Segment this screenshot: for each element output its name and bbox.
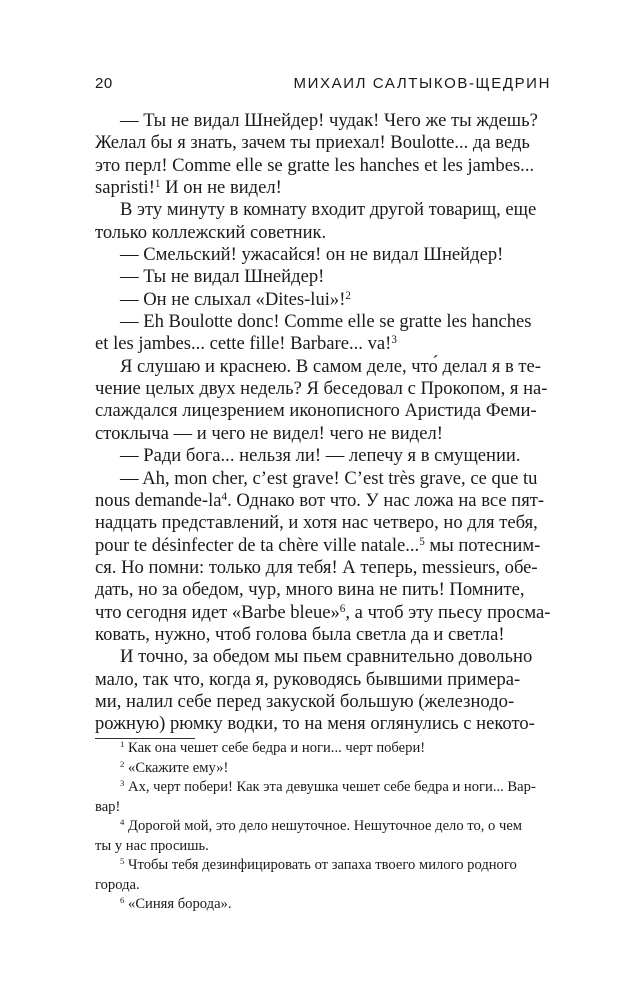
footnote-number: 5 bbox=[120, 856, 125, 867]
text-line bbox=[95, 400, 553, 422]
text-line-content: Я слушаю и краснею. В самом деле, что́ делал я в те- bbox=[120, 355, 541, 377]
text-line-tail: мы потесним- bbox=[424, 534, 541, 556]
text-line bbox=[95, 490, 553, 512]
footnote-line bbox=[95, 876, 553, 896]
footnote-ref: 2 bbox=[345, 289, 351, 302]
main-text bbox=[95, 110, 553, 736]
text-line bbox=[95, 512, 553, 534]
text-line bbox=[95, 378, 553, 400]
footnote-text: Чтобы тебя дезинфицировать от запаха твоего милого родного bbox=[124, 857, 517, 873]
text-line bbox=[95, 266, 553, 288]
text-line bbox=[95, 624, 553, 646]
page-header bbox=[95, 75, 551, 97]
text-line-content: надцать представлений, и хотя нас четверо, но для тебя, bbox=[95, 512, 538, 534]
footnote-text: Ах, черт побери! Как эта девушка чешет себе бедра и ноги... Вар- bbox=[124, 779, 536, 795]
text-line-content: В эту минуту в комнату входит другой товарищ, еще bbox=[120, 199, 537, 221]
text-line-content: pour te désinfecter de ta chère ville natale... bbox=[95, 534, 420, 556]
text-line bbox=[95, 713, 553, 735]
text-line bbox=[95, 535, 553, 557]
footnote-text: ты у нас просишь. bbox=[95, 837, 209, 854]
footnote-number: 4 bbox=[120, 817, 125, 828]
footnote-line bbox=[95, 778, 553, 798]
footnote-line bbox=[95, 895, 553, 915]
footnote-line bbox=[95, 817, 553, 837]
text-line-tail: И он не видел! bbox=[160, 177, 282, 199]
footnotes bbox=[95, 739, 553, 915]
text-line bbox=[95, 356, 553, 378]
text-line-tail: , а чтоб эту пьесу просма- bbox=[345, 601, 551, 623]
text-line-content: — Он не слыхал «Dites-lui»! bbox=[120, 288, 346, 310]
text-line bbox=[95, 333, 553, 355]
footnote-line bbox=[95, 856, 553, 876]
text-line-content: мало, так что, когда я, руководясь бывшими примера- bbox=[95, 668, 521, 690]
footnote-number: 3 bbox=[120, 778, 125, 789]
footnote-line bbox=[95, 837, 553, 857]
text-line-content: — Ты не видал Шнейдер! bbox=[120, 266, 325, 288]
text-line-content: чение целых двух недель? Я беседовал с Прокопом, я на- bbox=[95, 378, 548, 400]
text-line bbox=[95, 199, 553, 221]
text-line bbox=[95, 132, 553, 154]
text-line-content: ковать, нужно, чтоб голова была светла да и светла! bbox=[95, 623, 505, 645]
text-line-content: только коллежский советник. bbox=[95, 221, 327, 243]
text-line bbox=[95, 222, 553, 244]
text-line-content: что сегодня идет «Barbe bleue» bbox=[95, 601, 340, 623]
text-line-content: sapristi! bbox=[95, 177, 155, 199]
footnote-ref: 1 bbox=[154, 177, 161, 190]
footnote-number: 2 bbox=[120, 758, 125, 769]
text-line-content: — Ты не видал Шнейдер! чудак! Чего же ты ждешь? bbox=[120, 110, 538, 131]
footnote-text: Дорогой мой, это дело нешуточное. Нешуточное дело то, о чем bbox=[124, 818, 523, 834]
footnote-ref: 3 bbox=[391, 334, 397, 347]
footnote-number: 1 bbox=[120, 739, 125, 750]
text-line bbox=[95, 468, 553, 490]
text-line-content: Желал бы я знать, зачем ты приехал! Boulotte... да ведь bbox=[95, 132, 530, 154]
footnote-ref: 4 bbox=[221, 490, 228, 503]
footnote-text: вар! bbox=[95, 798, 121, 815]
text-line-content: стоклыча — и чего не видел! чего не видел! bbox=[95, 422, 443, 444]
footnote-ref: 5 bbox=[419, 535, 425, 548]
footnote-line bbox=[95, 739, 553, 759]
text-line bbox=[95, 244, 553, 266]
text-line-tail: . Однако вот что. У нас ложа на все пят- bbox=[227, 489, 545, 511]
text-line-content: это перл! Comme elle se gratte les hanches et les jambes... bbox=[95, 154, 535, 176]
footnote-text: «Скажите ему»! bbox=[124, 759, 229, 776]
text-line-content: — Eh Boulotte donc! Comme elle se gratte les hanches bbox=[120, 311, 532, 333]
text-line-content: дать, но за обедом, чур, много вина не пить! Помните, bbox=[95, 579, 525, 601]
footnote-ref: 6 bbox=[339, 602, 346, 615]
footnote-text: «Синяя борода». bbox=[124, 896, 232, 912]
text-line-content: рожную) рюмку водки, то на меня оглянулись с некото- bbox=[95, 713, 535, 735]
footnote-line bbox=[95, 798, 553, 818]
footnote-text: Как она чешет себе бедра и ноги... черт побери! bbox=[124, 740, 426, 756]
footnote-line bbox=[95, 759, 553, 779]
text-line-content: et les jambes... cette fille! Barbare... va! bbox=[95, 333, 392, 355]
text-line bbox=[95, 155, 553, 177]
text-line-content: И точно, за обедом мы пьем сравнительно довольно bbox=[120, 646, 533, 668]
text-line-content: — Ah, mon cher, c’est grave! C’est très grave, ce que tu bbox=[120, 467, 538, 489]
text-line bbox=[95, 110, 553, 132]
page-number: 20 bbox=[95, 75, 113, 92]
text-line-content: ся. Но помни: только для тебя! А теперь, messieurs, обе- bbox=[95, 556, 538, 578]
text-line bbox=[95, 423, 553, 445]
text-line bbox=[95, 602, 553, 624]
text-line bbox=[95, 177, 553, 199]
running-title: МИХАИЛ САЛТЫКОВ-ЩЕДРИН bbox=[293, 75, 551, 92]
text-line-content: — Ради бога... нельзя ли! — лепечу я в смущении. bbox=[120, 445, 521, 467]
text-line bbox=[95, 311, 553, 333]
text-line-content: ми, налил себе перед закуской большую (железнодо- bbox=[95, 690, 515, 712]
footnote-text: города. bbox=[95, 876, 140, 893]
text-line bbox=[95, 669, 553, 691]
text-line bbox=[95, 557, 553, 579]
text-line bbox=[95, 691, 553, 713]
text-line bbox=[95, 445, 553, 467]
footnote-number: 6 bbox=[120, 895, 125, 906]
text-line-content: nous demande-la bbox=[95, 489, 222, 511]
text-line bbox=[95, 646, 553, 668]
text-line-content: — Смельский! ужасайся! он не видал Шнейдер! bbox=[120, 244, 504, 266]
text-line bbox=[95, 579, 553, 601]
text-line-content: слаждался лицезрением иконописного Аристида Феми- bbox=[95, 400, 537, 422]
text-line bbox=[95, 289, 553, 311]
